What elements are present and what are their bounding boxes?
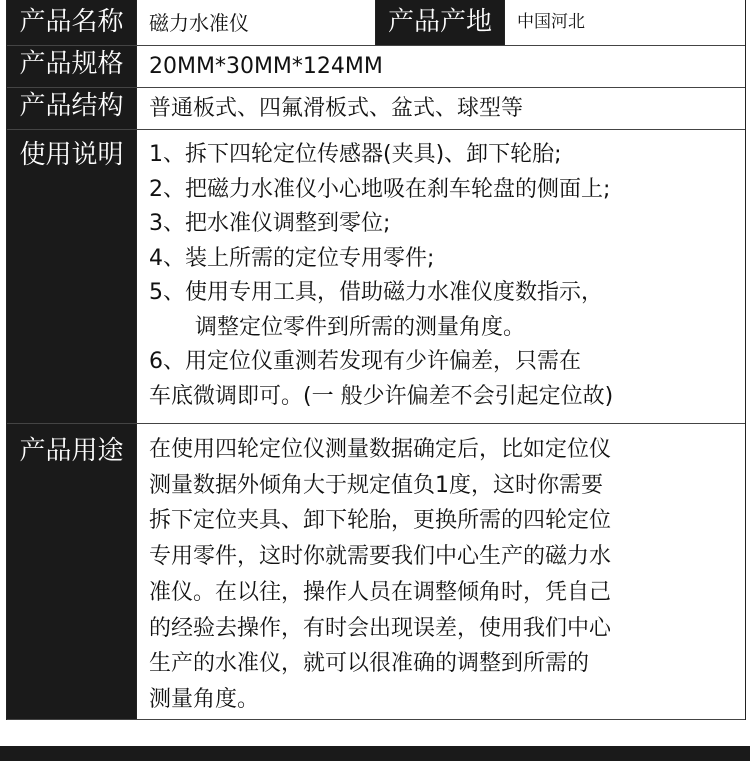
value-product-origin: 中国河北	[517, 12, 585, 32]
instruction-line: 3、把水准仪调整到零位;	[149, 211, 391, 236]
instruction-line: 6、用定位仪重测若发现有少许偏差，只需在	[149, 349, 581, 374]
row-product-spec	[7, 46, 745, 88]
instruction-line: 1、拆下四轮定位传感器(夹具)、卸下轮胎;	[149, 142, 562, 167]
instruction-line: 2、把磁力水准仪小心地吸在刹车轮盘的侧面上;	[149, 176, 611, 202]
value-instructions	[137, 130, 745, 423]
label-product-name: 产品名称	[7, 0, 137, 45]
spec-table	[6, 0, 746, 720]
row-product-structure	[7, 88, 745, 130]
value-product-structure: 普通板式、四氟滑板式、盆式、球型等	[149, 95, 524, 121]
label-product-structure: 产品结构	[7, 88, 137, 129]
row-product-usage	[7, 424, 745, 720]
bottom-divider-bar	[0, 746, 750, 761]
usage-line: 专用零件，这时你就需要我们中心生产的磁力水	[149, 544, 612, 570]
label-product-spec: 产品规格	[7, 46, 137, 87]
row-product-name	[7, 0, 745, 46]
usage-line: 拆下定位夹具、卸下轮胎，更换所需的四轮定位	[149, 508, 612, 534]
value-product-name: 磁力水准仪	[149, 10, 249, 35]
row-instructions	[7, 130, 745, 424]
usage-line: 测量数据外倾角大于规定值负1度，这时你需要	[149, 472, 603, 498]
value-product-spec: 20MM*30MM*124MM	[149, 53, 383, 79]
value-product-usage	[137, 424, 745, 719]
usage-line: 准仪。在以往，操作人员在调整倾角时，凭自己	[149, 579, 612, 605]
usage-line: 在使用四轮定位仪测量数据确定后，比如定位仪	[149, 437, 612, 462]
instruction-line: 车底微调即可。(一 般少许偏差不会引起定位故)	[149, 383, 614, 409]
instruction-line: 5、使用专用工具，借助磁力水准仪度数指示，	[149, 280, 603, 305]
usage-line: 测量角度。	[149, 686, 260, 712]
usage-line: 生产的水准仪，就可以很准确的调整到所需的	[149, 651, 590, 677]
instruction-line: 调整定位零件到所需的测量角度。	[195, 314, 526, 340]
label-product-usage: 产品用途	[7, 424, 137, 719]
usage-line: 的经验去操作，有时会出现误差，使用我们中心	[149, 615, 612, 641]
label-product-origin: 产品产地	[375, 0, 505, 45]
instruction-line: 4、装上所需的定位专用零件;	[149, 245, 435, 271]
label-instructions: 使用说明	[7, 130, 137, 423]
